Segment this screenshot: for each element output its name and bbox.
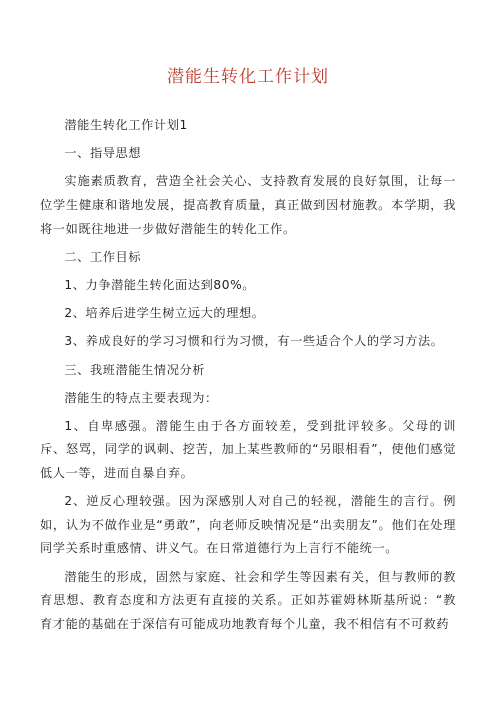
document-body — [40, 114, 456, 641]
characteristic-item-1: 1、自卑感强。潜能生由于各方面较差，受到批评较多。父母的训斥、怒骂，同学的讽刺、挖苦，加上某些教师的“另眼相看”，使他们感觉低人一等，进而自暴自弃。 — [40, 418, 456, 481]
section-heading-class-analysis: 三、我班潜能生情况分析 — [64, 362, 206, 377]
goal-item-3: 3、养成良好的学习习惯和行为习惯，有一些适合个人的学习方法。 — [64, 334, 444, 349]
document-title: 潜能生转化工作计划 — [167, 67, 329, 87]
goal-item-2: 2、培养后进学生树立远大的理想。 — [64, 306, 265, 321]
paragraph-formation: 潜能生的形成，固然与家庭、社会和学生等因素有关，但与教师的教育思想、教育态度和方法更有直接的关系。正如苏霍姆林斯基所说：“教育才能的基础在于深信有可能成功地教育每个儿童，我不相信有不可救药 — [40, 569, 456, 631]
paragraph-heading-plan: 潜能生转化工作计划1 — [64, 118, 188, 132]
paragraph-guiding-ideology: 实施素质教育，营造全社会关心、支持教育发展的良好氛围，让每一位学生健康和谐地发展，提高教育质量，真正做到因材施教。本学期，我将一如既往地进一步做好潜能生的转化工作。 — [40, 174, 456, 236]
section-heading-work-goals: 二、工作目标 — [64, 249, 142, 264]
characteristic-item-2: 2、逆反心理较强。因为深感别人对自己的轻视，潜能生的言行。例如，认为不做作业是“勇敢”，向老师反映情况是“出卖朋友”。他们在处理同学关系时重感情、讲义气。在日常道德行为上言行不能统一。 — [40, 494, 456, 556]
section-heading-guiding-ideology: 一、指导思想 — [64, 146, 142, 161]
paragraph-characteristics-intro: 潜能生的特点主要表现为： — [64, 390, 218, 405]
goal-item-1: 1、力争潜能生转化面达到80%。 — [64, 277, 256, 292]
